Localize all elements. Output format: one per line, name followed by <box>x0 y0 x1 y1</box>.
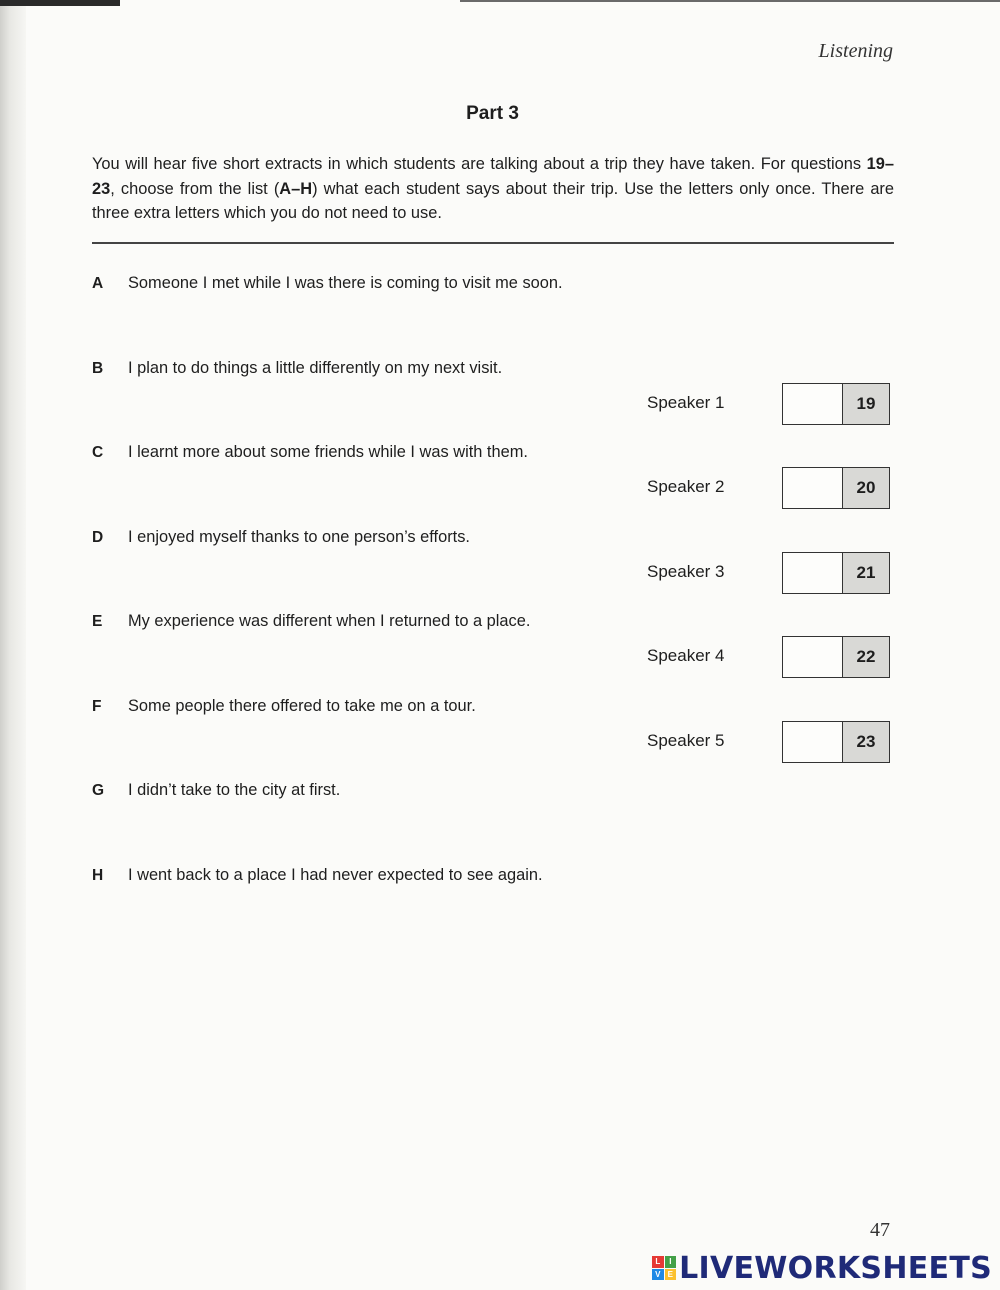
answer-box-19 <box>782 383 890 425</box>
option-d <box>92 525 470 549</box>
logo-letter: E <box>665 1269 677 1281</box>
speaker-label: Speaker 4 <box>647 646 725 665</box>
question-number: 22 <box>843 637 889 677</box>
answer-input-23[interactable] <box>783 722 843 762</box>
option-text: Some people there offered to take me on a tour. <box>128 697 476 715</box>
letter-range: A–H <box>279 179 313 198</box>
option-letter: F <box>92 698 102 715</box>
page-top-edge <box>0 0 120 6</box>
logo-letter: V <box>652 1269 664 1281</box>
instructions <box>92 152 894 226</box>
page-top-rule <box>460 0 1000 2</box>
question-number: 23 <box>843 722 889 762</box>
option-text: I enjoyed myself thanks to one person’s efforts. <box>128 528 470 546</box>
liveworksheets-logo-icon <box>652 1256 676 1280</box>
speaker-label: Speaker 2 <box>647 477 725 496</box>
answer-box-21 <box>782 552 890 594</box>
instructions-text-2: , choose from the list ( <box>110 179 280 198</box>
instructions-text-3: ) what each student says about their trip. Use the letters only once. There are three extra letters which you do not need to use. <box>92 179 895 222</box>
option-text: My experience was different when I returned to a place. <box>128 612 531 630</box>
option-letter: D <box>92 529 104 546</box>
logo-letter: L <box>652 1256 664 1268</box>
option-letter: G <box>92 782 105 799</box>
instructions-text-1: You will hear five short extracts in which students are talking about a trip they have taken. For questions <box>92 155 867 173</box>
option-letter: H <box>92 867 104 884</box>
option-text: Someone I met while I was there is coming to visit me soon. <box>128 274 563 292</box>
option-b <box>92 356 502 380</box>
page-number: 47 <box>870 1219 890 1241</box>
option-h <box>92 863 543 887</box>
answer-box-22 <box>782 636 890 678</box>
question-range: 19–23 <box>92 155 894 198</box>
answer-input-20[interactable] <box>783 468 843 508</box>
option-letter: E <box>92 613 103 630</box>
option-text: I plan to do things a little differently on my next visit. <box>128 359 503 377</box>
question-number: 20 <box>843 468 889 508</box>
speaker-label: Speaker 1 <box>647 393 725 412</box>
divider <box>92 242 894 244</box>
option-a <box>92 271 563 295</box>
option-text: I went back to a place I had never expected to see again. <box>128 866 543 884</box>
page-edge-shadow <box>0 0 26 1290</box>
part-heading: Part 3 <box>466 103 519 124</box>
option-letter: A <box>92 275 104 292</box>
option-e <box>92 609 530 633</box>
option-text: I learnt more about some friends while I was with them. <box>128 443 528 461</box>
liveworksheets-brand[interactable] <box>652 1252 992 1284</box>
option-c <box>92 440 528 464</box>
option-text: I didn’t take to the city at first. <box>128 781 341 799</box>
brand-text: LIVEWORKSHEETS <box>679 1250 992 1286</box>
answer-input-19[interactable] <box>783 384 843 424</box>
option-letter: B <box>92 360 104 377</box>
option-g <box>92 778 340 802</box>
speaker-label: Speaker 3 <box>647 562 725 581</box>
speaker-label: Speaker 5 <box>647 731 725 750</box>
section-title: Listening <box>818 40 893 62</box>
answer-box-23 <box>782 721 890 763</box>
option-letter: C <box>92 444 104 461</box>
option-f <box>92 694 476 718</box>
logo-letter: I <box>665 1256 677 1268</box>
question-number: 21 <box>843 553 889 593</box>
answer-input-22[interactable] <box>783 637 843 677</box>
answer-box-20 <box>782 467 890 509</box>
answer-input-21[interactable] <box>783 553 843 593</box>
question-number: 19 <box>843 384 889 424</box>
